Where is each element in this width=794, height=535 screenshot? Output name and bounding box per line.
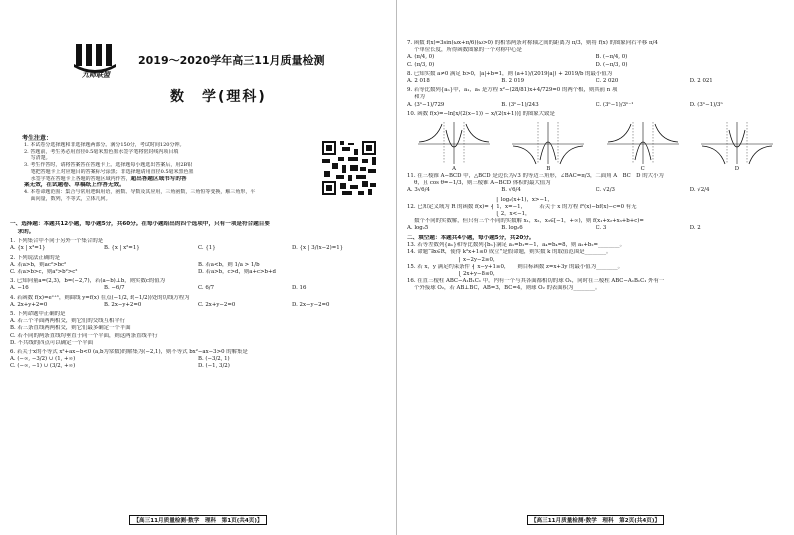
question-9-cont: 和为	[407, 94, 425, 101]
notice-item: 笔把答题卡上对应题目的答案标号涂黑；非选择题请用直径0.5毫米黑色墨	[24, 168, 194, 175]
notice-box	[10, 111, 386, 221]
graph-option-d	[697, 120, 777, 172]
option: B. 2 019	[501, 78, 525, 85]
section-heading: 二、填空题：本题共4小题，每小题5分，共20分。	[407, 234, 535, 241]
question-12-cont: 数个不同的实数解，但只有三个不同的实数解 x₁，x₂，x₃∈[−1，+∞)，则 f(x₁+x₂+x₃+b+c)=	[407, 218, 644, 225]
option: D. √2/4	[689, 187, 710, 194]
option: C. 若不同的两条直线均垂直于同一个平面，则这两条直线平行	[10, 332, 158, 339]
option: D. 16	[292, 285, 307, 292]
graph-option-c	[603, 120, 683, 172]
options-7	[407, 54, 784, 61]
options-2	[10, 262, 386, 269]
page-footer: 【高三11月质量检测·数学 理科 第2页(共4页)】	[397, 515, 794, 525]
question-6: 6. 若关于x的不等式 x²+ax−b<0 (a,b为常数)的解集为(−2,1)，则不等式 bx²−ax−3>0 的解集是	[10, 349, 248, 356]
graph-label: B	[546, 166, 551, 173]
option: B. {x | x²=1}	[104, 245, 140, 252]
option: A. (3ⁿ−1)/729	[407, 101, 445, 108]
options-6	[10, 363, 386, 370]
options-3	[10, 285, 386, 292]
graph-c	[605, 120, 681, 166]
notice-item: 4. 本卷命题范围：集合与常用逻辑用语，函数、导数及其应用，三角函数，三角恒等变换，解三角形，平	[24, 188, 256, 195]
exam-title: 2019～2020学年高三11月质量检测	[138, 54, 325, 67]
option: C. 若a>b>c，则a²>b²>c²	[10, 269, 78, 275]
notice-item: 3. 考生作答时，请将答案答在答题卡上。选择题每小题选出答案后，用2B铅	[24, 162, 193, 169]
question-5: 5. 下列命题中正确的是	[10, 311, 66, 318]
option: A. (π/4, 0)	[407, 54, 435, 61]
exam-subtitle: 数 学(理科)	[170, 89, 267, 105]
options-12	[407, 225, 784, 232]
option: A. 若三个平面两两相交，则它们的交线互相平行	[10, 318, 126, 325]
option: B. √6/4	[501, 187, 521, 194]
question-15-piece: ⎧ x−2y−2≥0，	[407, 256, 499, 263]
options-9	[407, 102, 784, 109]
option: B. (−3/2, 1)	[198, 356, 230, 363]
options-2	[10, 269, 386, 276]
question-12: 12. 已知定义域为 R 的函数 f(x)= ⎨ 1，x=−1， 若关于 x 的方程 f²(x)−bf(x)−c=0 有无	[407, 203, 637, 210]
exam-header	[10, 6, 386, 111]
option: C. 2x+y−2=0	[198, 301, 236, 308]
page-footer: 【高三11月质量检测·数学 理科 第1页(共4页)】	[0, 515, 396, 525]
question-12-piece: ⎩ 2，x<−1，	[407, 211, 531, 218]
option: A. (−∞, −3/2) ∪ (1, +∞)	[10, 356, 76, 363]
option: C. (−∞, −1) ∪ (3/2, +∞)	[10, 363, 76, 370]
qr-code-icon	[320, 139, 378, 197]
question-1: 1. 下列集合中不同于另外一个集合的是	[10, 238, 104, 245]
option: C. (π/3, 0)	[407, 61, 435, 68]
notice-item: 写清楚。	[24, 155, 51, 162]
notice-emphasis: 超出答题区域书写的答	[130, 175, 187, 182]
option: C. √2/3	[595, 187, 615, 194]
option: C. 3	[595, 225, 607, 232]
option: A. 若a>b，则ac²>bc²	[10, 261, 67, 268]
options-7	[407, 62, 784, 69]
options-1	[10, 245, 386, 252]
question-2: 2. 下列说法正确的是	[10, 254, 60, 261]
brand-name: 九师联盟	[82, 70, 110, 79]
option: C. 2 020	[595, 78, 619, 85]
option: A. log₂5	[407, 225, 429, 232]
notice-item: 2. 答题前，考生务必用直径0.5毫米黑色墨水签字笔将密封线内项目填	[24, 148, 179, 155]
graph-label: D	[734, 166, 740, 173]
options-4	[10, 302, 386, 309]
option: D. (3ⁿ−1)/3ⁿ	[689, 101, 723, 108]
question-10: 10. 函数 f(x)=−ln[x/(2(x−1)) − x/(2(x+1))] 的图象大致是	[407, 110, 555, 117]
option: A. −16	[10, 285, 29, 292]
question-12-piece: ⎧ log₂(x+1)，x>−1，	[407, 196, 553, 203]
question-15-piece: ⎩ 2x+y−8≤0，	[407, 271, 499, 278]
option: D. 2x−y−2=0	[292, 301, 330, 308]
exam-page-right	[397, 0, 794, 535]
question-7: 7. 函数 f(x)=3sin(ωx+π/6)(ω>0) 的相邻两条对称轴之间的距离为 π/3，则将 f(x) 的图象向右平移 π/4	[407, 40, 658, 46]
option: B. (3ⁿ−1)/243	[501, 101, 539, 108]
question-3: 3. 已知向量a=(2,3)，b=(−2,7)，若(a−b)⊥b，则实数c的值为	[10, 278, 166, 285]
option: B. log₂6	[501, 225, 523, 232]
graph-option-a	[414, 120, 494, 172]
options-6	[10, 356, 386, 363]
section-heading: 一、选择题：本题共12小题，每小题5分，共60分。在每小题给出的四个选项中，只有一项是符合题目要	[10, 221, 270, 227]
question-16-cont: 个外接球 O₂，若 AB⊥BC，AB=3，BC=4，则球 O₂ 的表面积为________。	[407, 285, 601, 292]
graph-label: A	[452, 166, 457, 173]
question-8: 8. 已知实数 a≠0 满足 b>0，|a|+b=1，则 (a+1)/(2019|a|) + 2019/b 的最小值为	[407, 70, 613, 77]
notice-heading: 考生注意：	[22, 135, 53, 142]
question-13: 13. 若等差数列{aₙ}和等比数列{bₙ}满足 a₁=b₁=−1，a₄=b₄=8，则 a₂+b₂=________。	[407, 242, 626, 249]
function-graph-options	[407, 120, 784, 172]
option: B. 若a<b，则 1/a > 1/b	[198, 261, 260, 268]
options-11	[407, 187, 784, 194]
option: A. {x | x³=1}	[10, 245, 46, 252]
graph-option-b	[508, 120, 588, 172]
question-15: 15. 若 x，y 满足约束条件 ⎨ x−y+1≥0， 则目标函数 z=x+3y 的最小值为________。	[407, 263, 624, 270]
option: D. 若a>b，c>d，则a+c>b+d	[198, 269, 276, 275]
notice-item: 面向量，数列，不等式，立体几何。	[24, 195, 111, 202]
option: B. −6/7	[104, 285, 125, 292]
question-11: 11. 在三棱锥 A−BCD 中，△BCD 是边长为√3 的等边三角形，∠BAC=π/3，二面角 A BC D 的大小为	[407, 173, 664, 180]
option: D. 不共线的四点可以确定一个平面	[10, 339, 94, 346]
option: A. 3√6/4	[407, 187, 430, 194]
option: D. (−π/3, 0)	[595, 61, 628, 68]
question-9: 9. 若等比数列{aₙ}中，a₁，a₅ 是方程 x²−(28/81)x+4/729=0 的两个根，则其前 n 项	[407, 87, 618, 94]
graph-a	[416, 120, 492, 166]
graph-b	[510, 120, 586, 166]
question-7-cont: 个单位长度，所得函数图象的一个对称中心是	[407, 47, 522, 54]
option: B. (−π/4, 0)	[595, 54, 628, 61]
notice-item	[24, 182, 294, 189]
question-4: 4. 若函数 f(x)=eˣ⁺¹，则曲线 y=f(x) 在点(−1/2, f(−1/2))处的切线方程为	[10, 294, 190, 301]
question-11-cont: θ，且 cos θ=−1/3，则三棱锥 A−BCD 体积的最大值为	[407, 180, 551, 187]
option: C. (3ⁿ−1)/3ⁿ⁻¹	[595, 101, 634, 108]
option: C. {1}	[198, 245, 216, 252]
section-heading: 求的。	[10, 228, 35, 235]
graph-d	[699, 120, 775, 166]
option: D. {x | 3/(x−2)=1}	[292, 245, 344, 252]
question-14: 14. 命题“∃x∈R，使得 k²x+1≤0 成立”是假命题，则实数 k 的取值范围是________。	[407, 249, 612, 256]
option: C. 6/7	[198, 285, 215, 292]
option: A. 2 018	[407, 78, 430, 85]
notice-item: 1. 本试卷分选择题和非选择题两部分。满分150分，考试时间120分钟。	[24, 142, 185, 148]
options-8	[407, 78, 784, 85]
option: B. 2x−y+2=0	[104, 301, 142, 308]
option: D. 2	[689, 225, 701, 232]
question-16: 16. 在直三棱柱 ABC−A₁B₁C₁ 中，内有一个与其各面都相切的球 O₁，同时在三棱柱 ABC−A₁B₁C₁ 外有一	[407, 278, 665, 285]
notice-item: 水签字笔在答题卡上各题的答题区域内作答，超出答题区域书写的答	[24, 175, 187, 182]
graph-label: C	[640, 166, 645, 173]
option: D. (−1, 3/2)	[198, 363, 230, 370]
notice-emphasis: 案无效，在试题卷、草稿纸上作答无效。	[24, 182, 125, 189]
option: A. 2x+y+2=0	[10, 301, 48, 308]
option: D. 2 021	[689, 78, 713, 85]
option: B. 若三条直线两两相交，则它们最多确定一个平面	[10, 325, 131, 332]
